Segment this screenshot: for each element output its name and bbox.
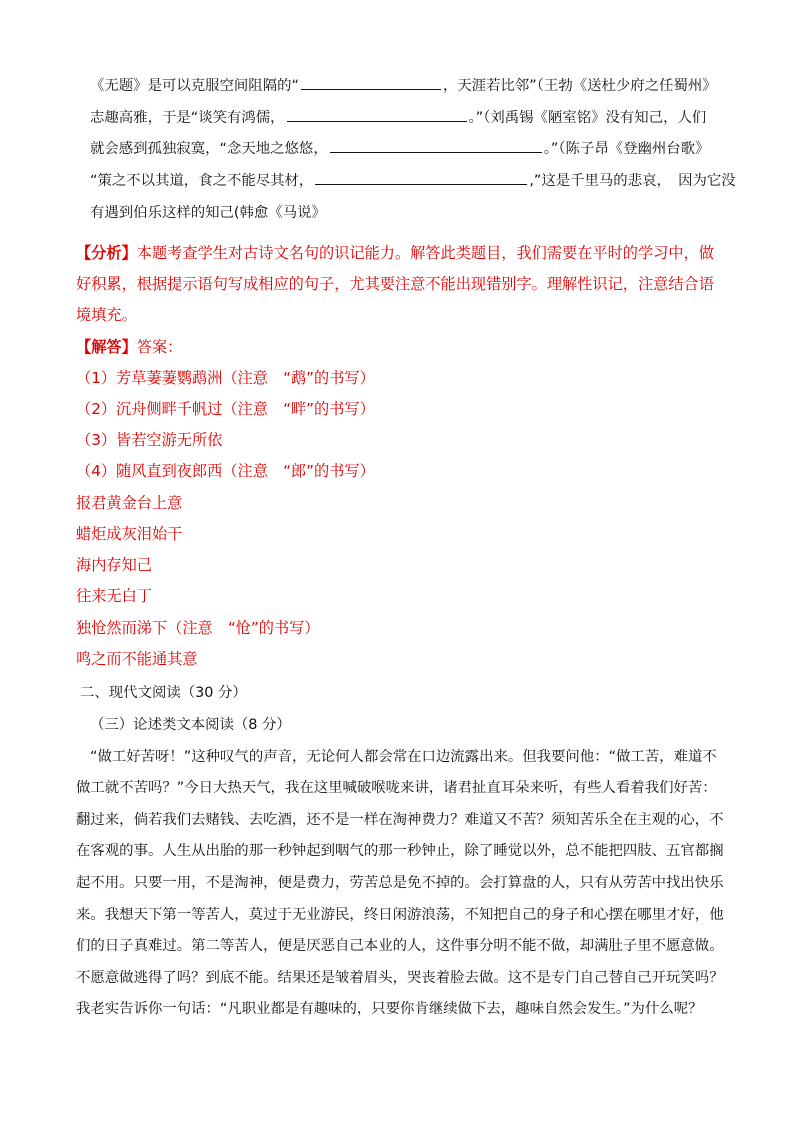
subsection-heading: （三）论述类文本阅读（8 分） <box>90 717 291 733</box>
answer-item: 鸣之而不能通其意 <box>76 650 198 668</box>
passage-line: “做工好苦呀！”这种叹气的声音，无论何人都会常在口边流露出来。但我要问他：“做工苦，难道不 <box>90 749 717 765</box>
passage-line: 做工就不苦吗？”今日大热天气，我在这里喊破喉咙来讲，诸君扯直耳朵来听，有些人看着我们好苦： <box>76 780 717 796</box>
answer-label: 答案： <box>136 338 183 356</box>
answer-item: 独怆然而涕下（注意 “怆”的书写） <box>76 619 320 637</box>
answer-blank <box>330 138 542 153</box>
fill-in-text: 。”（陈子昂《登幽州台歌》 <box>543 141 710 157</box>
answer-item: （4）随风直到夜郎西（注意 “郎”的书写） <box>76 462 375 480</box>
analysis-text: 境填充。 <box>76 306 137 324</box>
passage-line: 翻过来，倘若我们去赌钱、去吃酒，还不是一样在淘神费力？难道又不苦？须知苦乐全在主观的心，不 <box>76 812 724 828</box>
fill-in-text: 志趣高雅，于是“谈笑有鸿儒， <box>90 110 285 126</box>
answer-item: （1）芳草萋萋鹦鹉洲（注意 “鹉”的书写） <box>76 369 375 387</box>
passage-line: 不愿意做逃得了吗？到底不能。结果还是皱着眉头，哭丧着脸去做。这不是专门自己替自己开玩笑吗？ <box>76 970 724 986</box>
fill-in-line-3 <box>90 138 709 160</box>
answer-tag: 【解答】 <box>76 338 137 356</box>
fill-in-text: ，天涯若比邻”（王勃《送杜少府之任蜀州》 <box>442 78 717 94</box>
passage-line: 在客观的事。人生从出胎的那一秒钟起到咽气的那一秒钟止，除了睡觉以外，总不能把四肢、五官都搁 <box>76 843 724 859</box>
passage-line: 来。我想天下第一等苦人，莫过于无业游民，终日闲游浪荡，不知把自己的身子和心摆在哪里才好，他 <box>76 907 724 923</box>
answer-item: 报君黄金台上意 <box>76 494 183 512</box>
passage-line: 我老实告诉你一句话：“凡职业都是有趣味的，只要你肯继续做下去，趣味自然会发生。”为什么呢？ <box>76 1001 703 1017</box>
fill-in-line-1 <box>90 75 717 97</box>
fill-in-text: “策之不以其道，食之不能尽其材， <box>90 173 314 189</box>
fill-in-line-4 <box>90 170 736 192</box>
section-heading: 二、现代文阅读（30 分） <box>80 685 247 701</box>
analysis-line-1 <box>76 242 714 264</box>
fill-in-text: 就会感到孤独寂寞，“念天地之悠悠， <box>90 141 328 157</box>
analysis-text: 本题考查学生对古诗文名句的识记能力。解答此类题目，我们需要在平时的学习中，做 <box>136 244 714 262</box>
analysis-line-3 <box>76 304 137 326</box>
answer-blank <box>287 107 467 122</box>
fill-in-line-2 <box>90 107 706 129</box>
answer-header <box>76 336 182 358</box>
answer-item: （2）沉舟侧畔千帆过（注意 “畔”的书写） <box>76 400 375 418</box>
fill-in-text: ,”这是千里马的悲哀， 因为它没 <box>529 173 736 189</box>
analysis-tag: 【分析】 <box>76 244 137 262</box>
passage-line: 们的日子真难过。第二等苦人，便是厌恶自己本业的人，这件事分明不能不做，却满肚子里不愿意做。 <box>76 938 724 954</box>
fill-in-text: 《无题》是可以克服空间阻隔的“ <box>90 78 299 94</box>
analysis-line-2 <box>76 273 714 295</box>
answer-item: 海内存知己 <box>76 556 152 574</box>
answer-item: 蜡炬成灰泪始干 <box>76 525 183 543</box>
fill-in-text: 有遇到伯乐这样的知己(韩愈《马说》 <box>90 205 326 221</box>
passage-line: 起不用。只要一用，不是淘神，便是费力，劳苦总是免不掉的。会打算盘的人，只有从劳苦中找出快乐 <box>76 875 724 891</box>
analysis-text: 好积累，根据提示语句写成相应的句子，尤其要注意不能出现错别字。理解性识记，注意结合语 <box>76 275 714 293</box>
answer-blank <box>315 170 527 185</box>
answer-blank <box>301 75 441 90</box>
answer-item: 往来无白丁 <box>76 587 152 605</box>
fill-in-text: 。”（刘禹锡《陋室铭》没有知己，人们 <box>468 110 707 126</box>
fill-in-line-5 <box>90 202 326 224</box>
answer-item: （3）皆若空游无所依 <box>76 431 223 449</box>
